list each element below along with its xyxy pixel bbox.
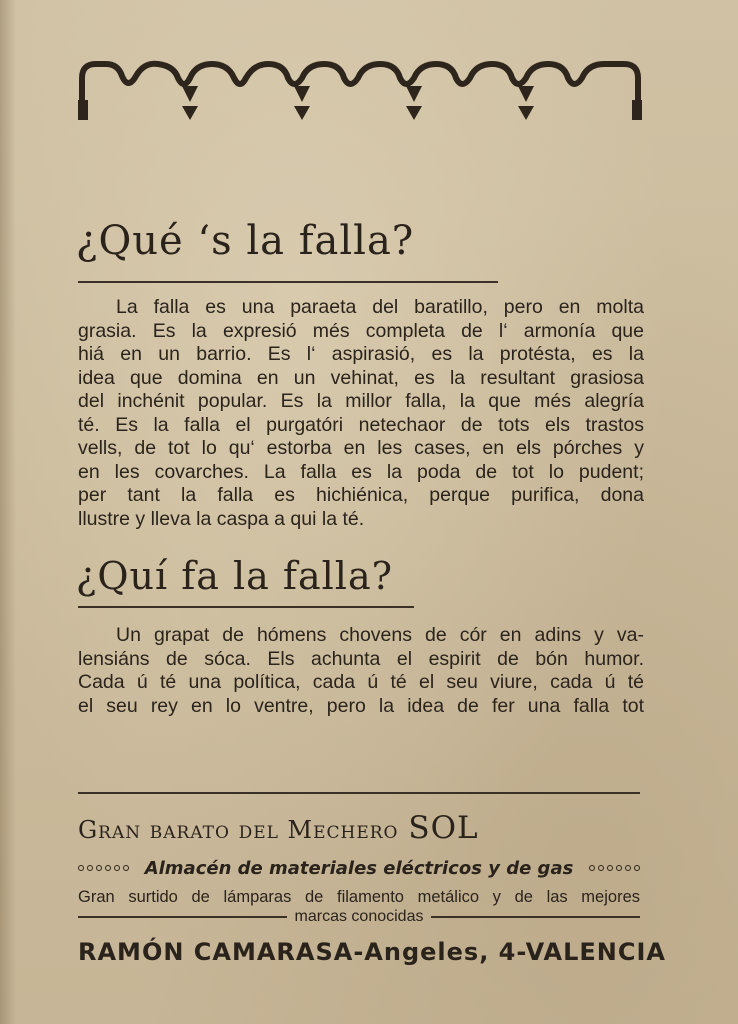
advertisement-description: Gran surtido de lámparas de filamento metálico y de las mejores — [78, 888, 640, 906]
paragraph-line: té. Es la falla el purgatóri netechaor de tots els trastos — [78, 413, 644, 436]
section-heading-qui-fa-la-falla: ¿Quí fa la falla? — [76, 554, 393, 598]
advertisement-subtitle: Almacén de materiales eléctricos y de gas — [144, 857, 574, 879]
advertisement-subtitle-row — [78, 855, 640, 881]
decorative-border-ornament — [78, 58, 644, 124]
paragraph-line: idea que domina en un vehinat, es la resultant grasiosa — [78, 366, 644, 389]
paragraph-line: hiá en un barrio. Es l‘ aspirasió, es la protésta, es la — [78, 343, 644, 365]
paragraph-line: La falla es una paraeta del baratillo, pero en molta — [116, 296, 644, 318]
paragraph-line: grasia. Es la expresió més completa de l‘ armonía que — [78, 319, 644, 342]
paragraph-line: en les covarches. La falla es la poda de tot lo pudent; — [78, 460, 644, 483]
advertisement-description-row — [78, 908, 640, 926]
paragraph-line: del inchénit popular. Es la millor falla, la que més alegría — [78, 390, 644, 412]
heading-underline — [78, 606, 414, 608]
advertisement-title — [78, 810, 640, 846]
paragraph-line: llustre y lleva la caspa a qui la té. — [78, 507, 365, 530]
decorative-dots-right — [589, 865, 640, 871]
paragraph-que-es-la-falla — [78, 296, 644, 531]
advertisement-divider — [78, 792, 640, 794]
heading-underline — [78, 281, 498, 283]
paragraph-line: Cada ú té una política, cada ú té el seu viure, cada ú té — [78, 671, 644, 693]
paragraph-line: Un grapat de hómens chovens de cór en adins y va- — [116, 624, 644, 646]
paragraph-qui-fa-la-falla — [78, 624, 644, 718]
decorative-dots-left — [78, 865, 129, 871]
advertisement-brand: SOL — [408, 810, 479, 846]
decorative-rule-right — [431, 916, 640, 918]
decorative-rule-left — [78, 916, 287, 918]
paragraph-line: vells, de tot lo qu‘ estorba en les cases, en els pórches y — [78, 437, 644, 459]
paragraph-line: lensiáns de sóca. Els achunta el espirit de bón humor. — [78, 647, 644, 670]
paragraph-line: el seu rey en lo ventre, pero la idea de fer una falla tot — [78, 694, 644, 717]
advertisement-address: RAMÓN CAMARASA-Angeles, 4-VALENCIA — [78, 938, 667, 966]
advertisement-description-continued: marcas conocidas — [294, 908, 424, 925]
advertisement-title-text: Gran barato del Mechero — [78, 816, 399, 844]
paragraph-line: per tant la falla es hichiénica, perque purifica, dona — [78, 484, 644, 506]
section-heading-que-es-la-falla: ¿Qué ‘s la falla? — [76, 218, 415, 264]
